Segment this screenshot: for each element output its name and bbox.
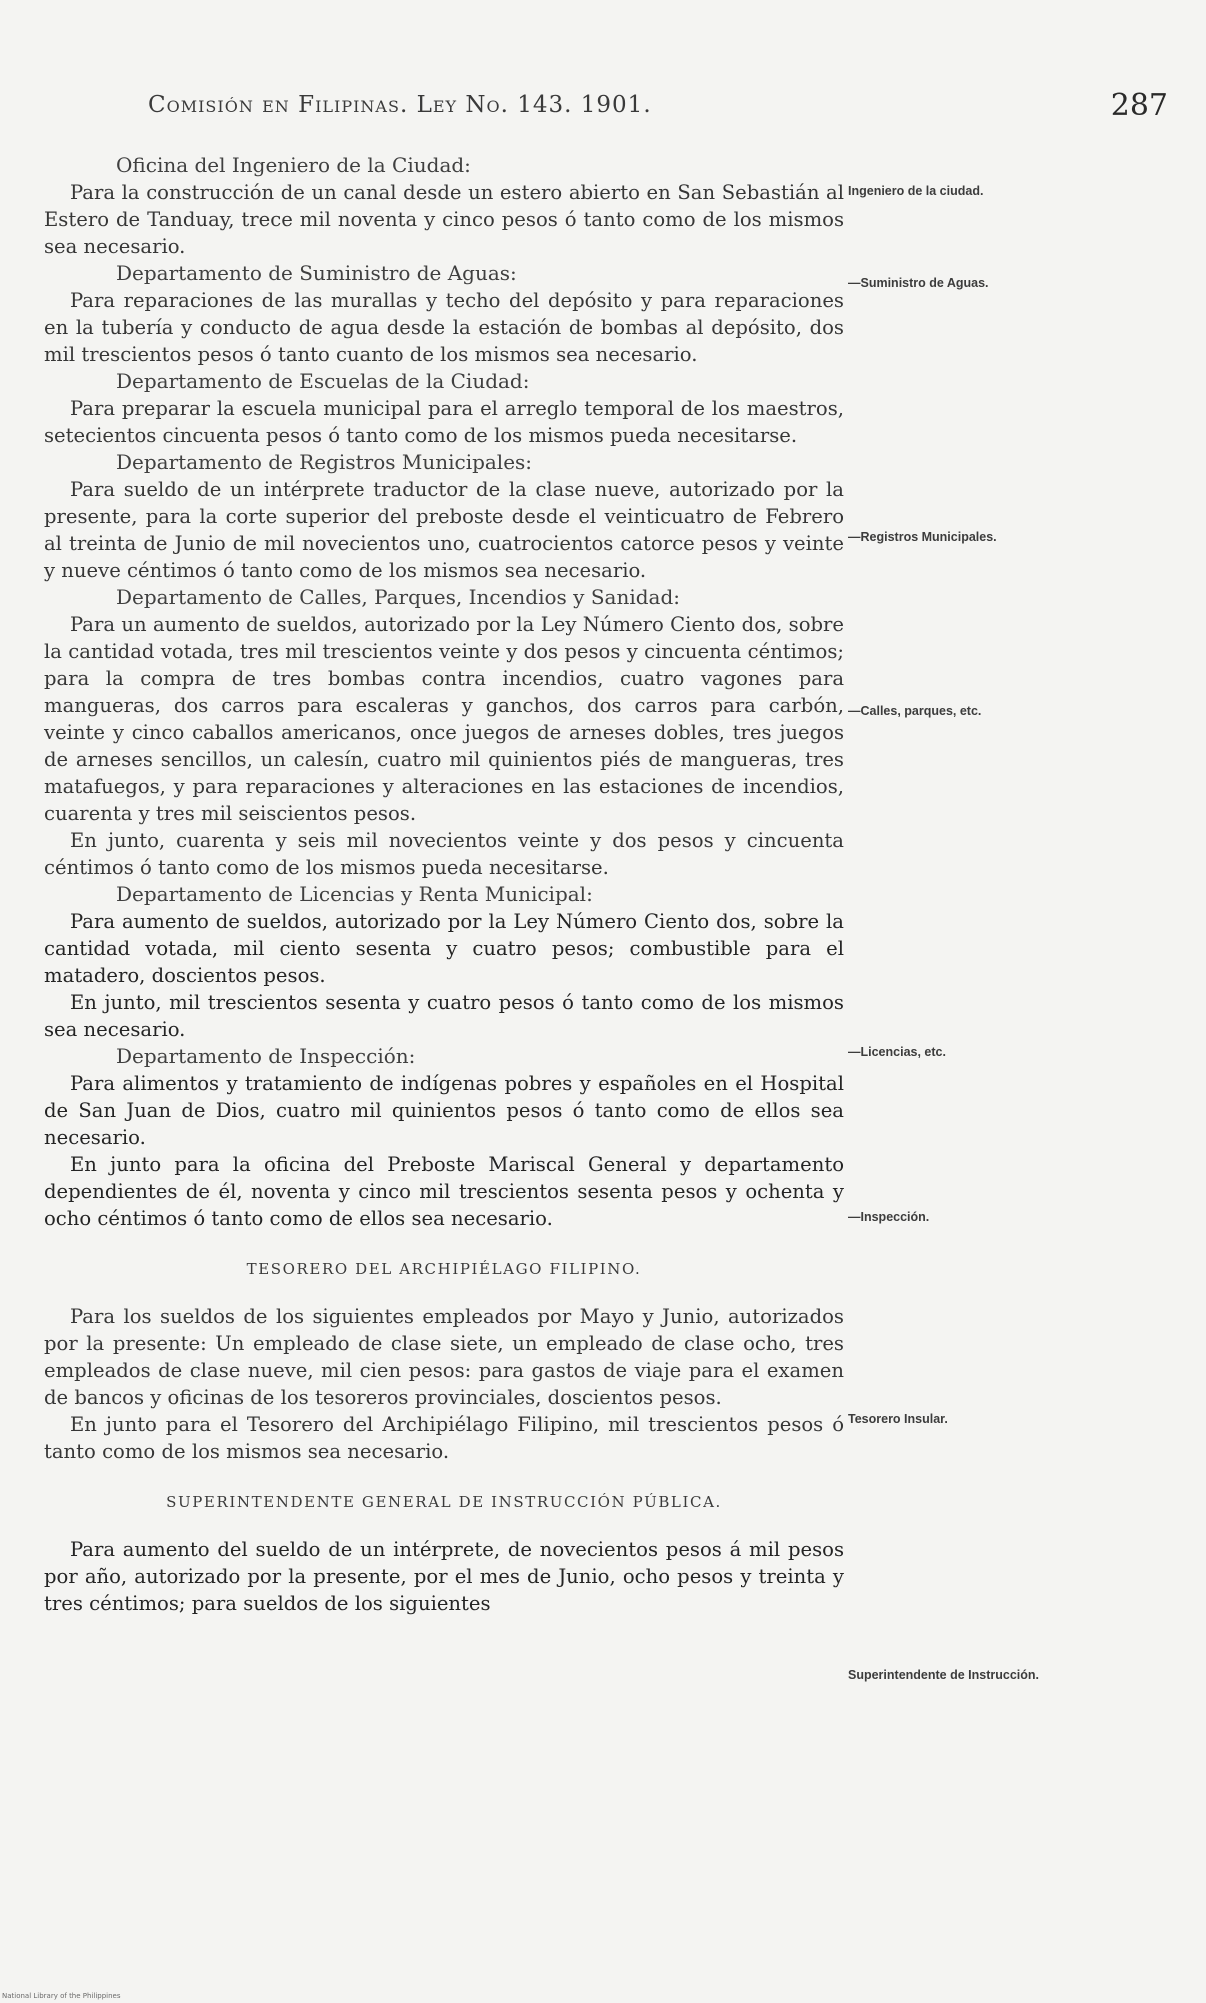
section-heading: Departamento de Licencias y Renta Municipal:: [116, 882, 593, 906]
page-header: [148, 88, 1168, 128]
section-heading: Departamento de Suministro de Aguas:: [116, 261, 517, 285]
margin-note: Superintendente de Instrucción.: [848, 1668, 1039, 1682]
running-head: Comisión en Filipinas. Ley No. 143. 1901.: [148, 92, 652, 118]
margin-note: —Licencias, etc.: [848, 1045, 946, 1059]
paragraph: En junto, mil trescientos sesenta y cuatro pesos ó tanto como de los mismos sea necesario.: [44, 991, 844, 1041]
paragraph: Para sueldo de un intérprete traductor de la clase nueve, autorizado por la presente, para la corte superior del preboste desde el veinticuatro de Febrero al treinta de Junio de mil novecientos uno, cuatrocientos catorce pesos y veinte y nueve céntimos ó tanto como de los mismos sea necesario.: [44, 478, 844, 582]
margin-note: —Registros Municipales.: [848, 530, 997, 544]
section-escuelas: [44, 368, 844, 449]
paragraph: Para los sueldos de los siguientes empleados por Mayo y Junio, autorizados por la presente: Un empleado de clase siete, un empleado de clase ocho, tres empleados de clase nueve, mil cien pesos: para gastos de viaje para el examen de bancos y oficinas de los tesoreros provinciales, doscientos pesos.: [44, 1305, 844, 1409]
paragraph: En junto para la oficina del Preboste Mariscal General y departamento dependientes de él, noventa y cinco mil trescientos sesenta pesos y ochenta y ocho céntimos ó tanto como de ellos sea necesario.: [44, 1153, 844, 1230]
paragraph: En junto, cuarenta y seis mil novecientos veinte y dos pesos y cincuenta céntimos ó tanto como de los mismos pueda necesitarse.: [44, 829, 844, 879]
scan-footer: National Library of the Philippines: [2, 1992, 121, 2000]
section-heading: Departamento de Registros Municipales:: [116, 450, 533, 474]
page-number: 287: [1110, 88, 1168, 123]
margin-note: —Suministro de Aguas.: [848, 276, 989, 290]
section-tesorero: [44, 1256, 844, 1465]
section-heading: TESORERO DEL ARCHIPIÉLAGO FILIPINO.: [246, 1260, 642, 1278]
body-text: [44, 152, 844, 1617]
paragraph: Para aumento del sueldo de un intérprete, de novecientos pesos á mil pesos por año, autorizado por la presente, por el mes de Junio, ocho pesos y treinta y tres céntimos; para sueldos de los siguientes: [44, 1538, 844, 1615]
paragraph: Para reparaciones de las murallas y techo del depósito y para reparaciones en la tubería y conducto de agua desde la estación de bombas al depósito, dos mil trescientos pesos ó tanto cuanto de los mismos sea necesario.: [44, 289, 844, 366]
section-heading: SUPERINTENDENTE GENERAL DE INSTRUCCIÓN PÚBLICA.: [166, 1493, 722, 1511]
section-ingeniero: [44, 152, 844, 260]
paragraph: Para un aumento de sueldos, autorizado por la Ley Número Ciento dos, sobre la cantidad votada, tres mil trescientos veinte y dos pesos y cincuenta céntimos; para la compra de tres bombas contra incendios, cuatro vagones para mangueras, dos carros para escaleras y ganchos, dos carros para carbón, veinte y cinco caballos americanos, once juegos de arneses dobles, tres juegos de arneses sencillos, un calesín, cuatro mil quinientos piés de mangueras, tres matafuegos, y para reparaciones y alteraciones en las estaciones de incendios, cuarenta y tres mil seiscientos pesos.: [44, 613, 844, 825]
section-heading: Departamento de Escuelas de la Ciudad:: [116, 369, 530, 393]
margin-note: Tesorero Insular.: [848, 1412, 948, 1426]
margin-note: Ingeniero de la ciudad.: [848, 184, 984, 198]
paragraph: Para alimentos y tratamiento de indígenas pobres y españoles en el Hospital de San Juan de Dios, cuatro mil quinientos pesos ó tanto como de ellos sea necesario.: [44, 1072, 844, 1149]
paragraph: En junto para el Tesorero del Archipiélago Filipino, mil trescientos pesos ó tanto como de los mismos sea necesario.: [44, 1413, 844, 1463]
section-superintendente: [44, 1489, 844, 1617]
section-licencias: [44, 881, 844, 1043]
paragraph: Para aumento de sueldos, autorizado por la Ley Número Ciento dos, sobre la cantidad votada, mil ciento sesenta y cuatro pesos; combustible para el matadero, doscientos pesos.: [44, 910, 844, 987]
margin-note: —Inspección.: [848, 1210, 930, 1224]
section-heading: Departamento de Calles, Parques, Incendios y Sanidad:: [116, 585, 680, 609]
section-inspeccion: [44, 1043, 844, 1232]
margin-note: —Calles, parques, etc.: [848, 704, 982, 718]
section-registros: [44, 449, 844, 584]
paragraph: Para preparar la escuela municipal para el arreglo temporal de los maestros, setecientos cincuenta pesos ó tanto como de los mismos pueda necesitarse.: [44, 397, 844, 447]
section-suministro-aguas: [44, 260, 844, 368]
section-calles: [44, 584, 844, 881]
paragraph: Para la construcción de un canal desde un estero abierto en San Sebastián al Estero de Tanduay, trece mil noventa y cinco pesos ó tanto como de los mismos sea necesario.: [44, 181, 844, 258]
section-heading: Oficina del Ingeniero de la Ciudad:: [116, 153, 471, 177]
section-heading: Departamento de Inspección:: [116, 1044, 416, 1068]
